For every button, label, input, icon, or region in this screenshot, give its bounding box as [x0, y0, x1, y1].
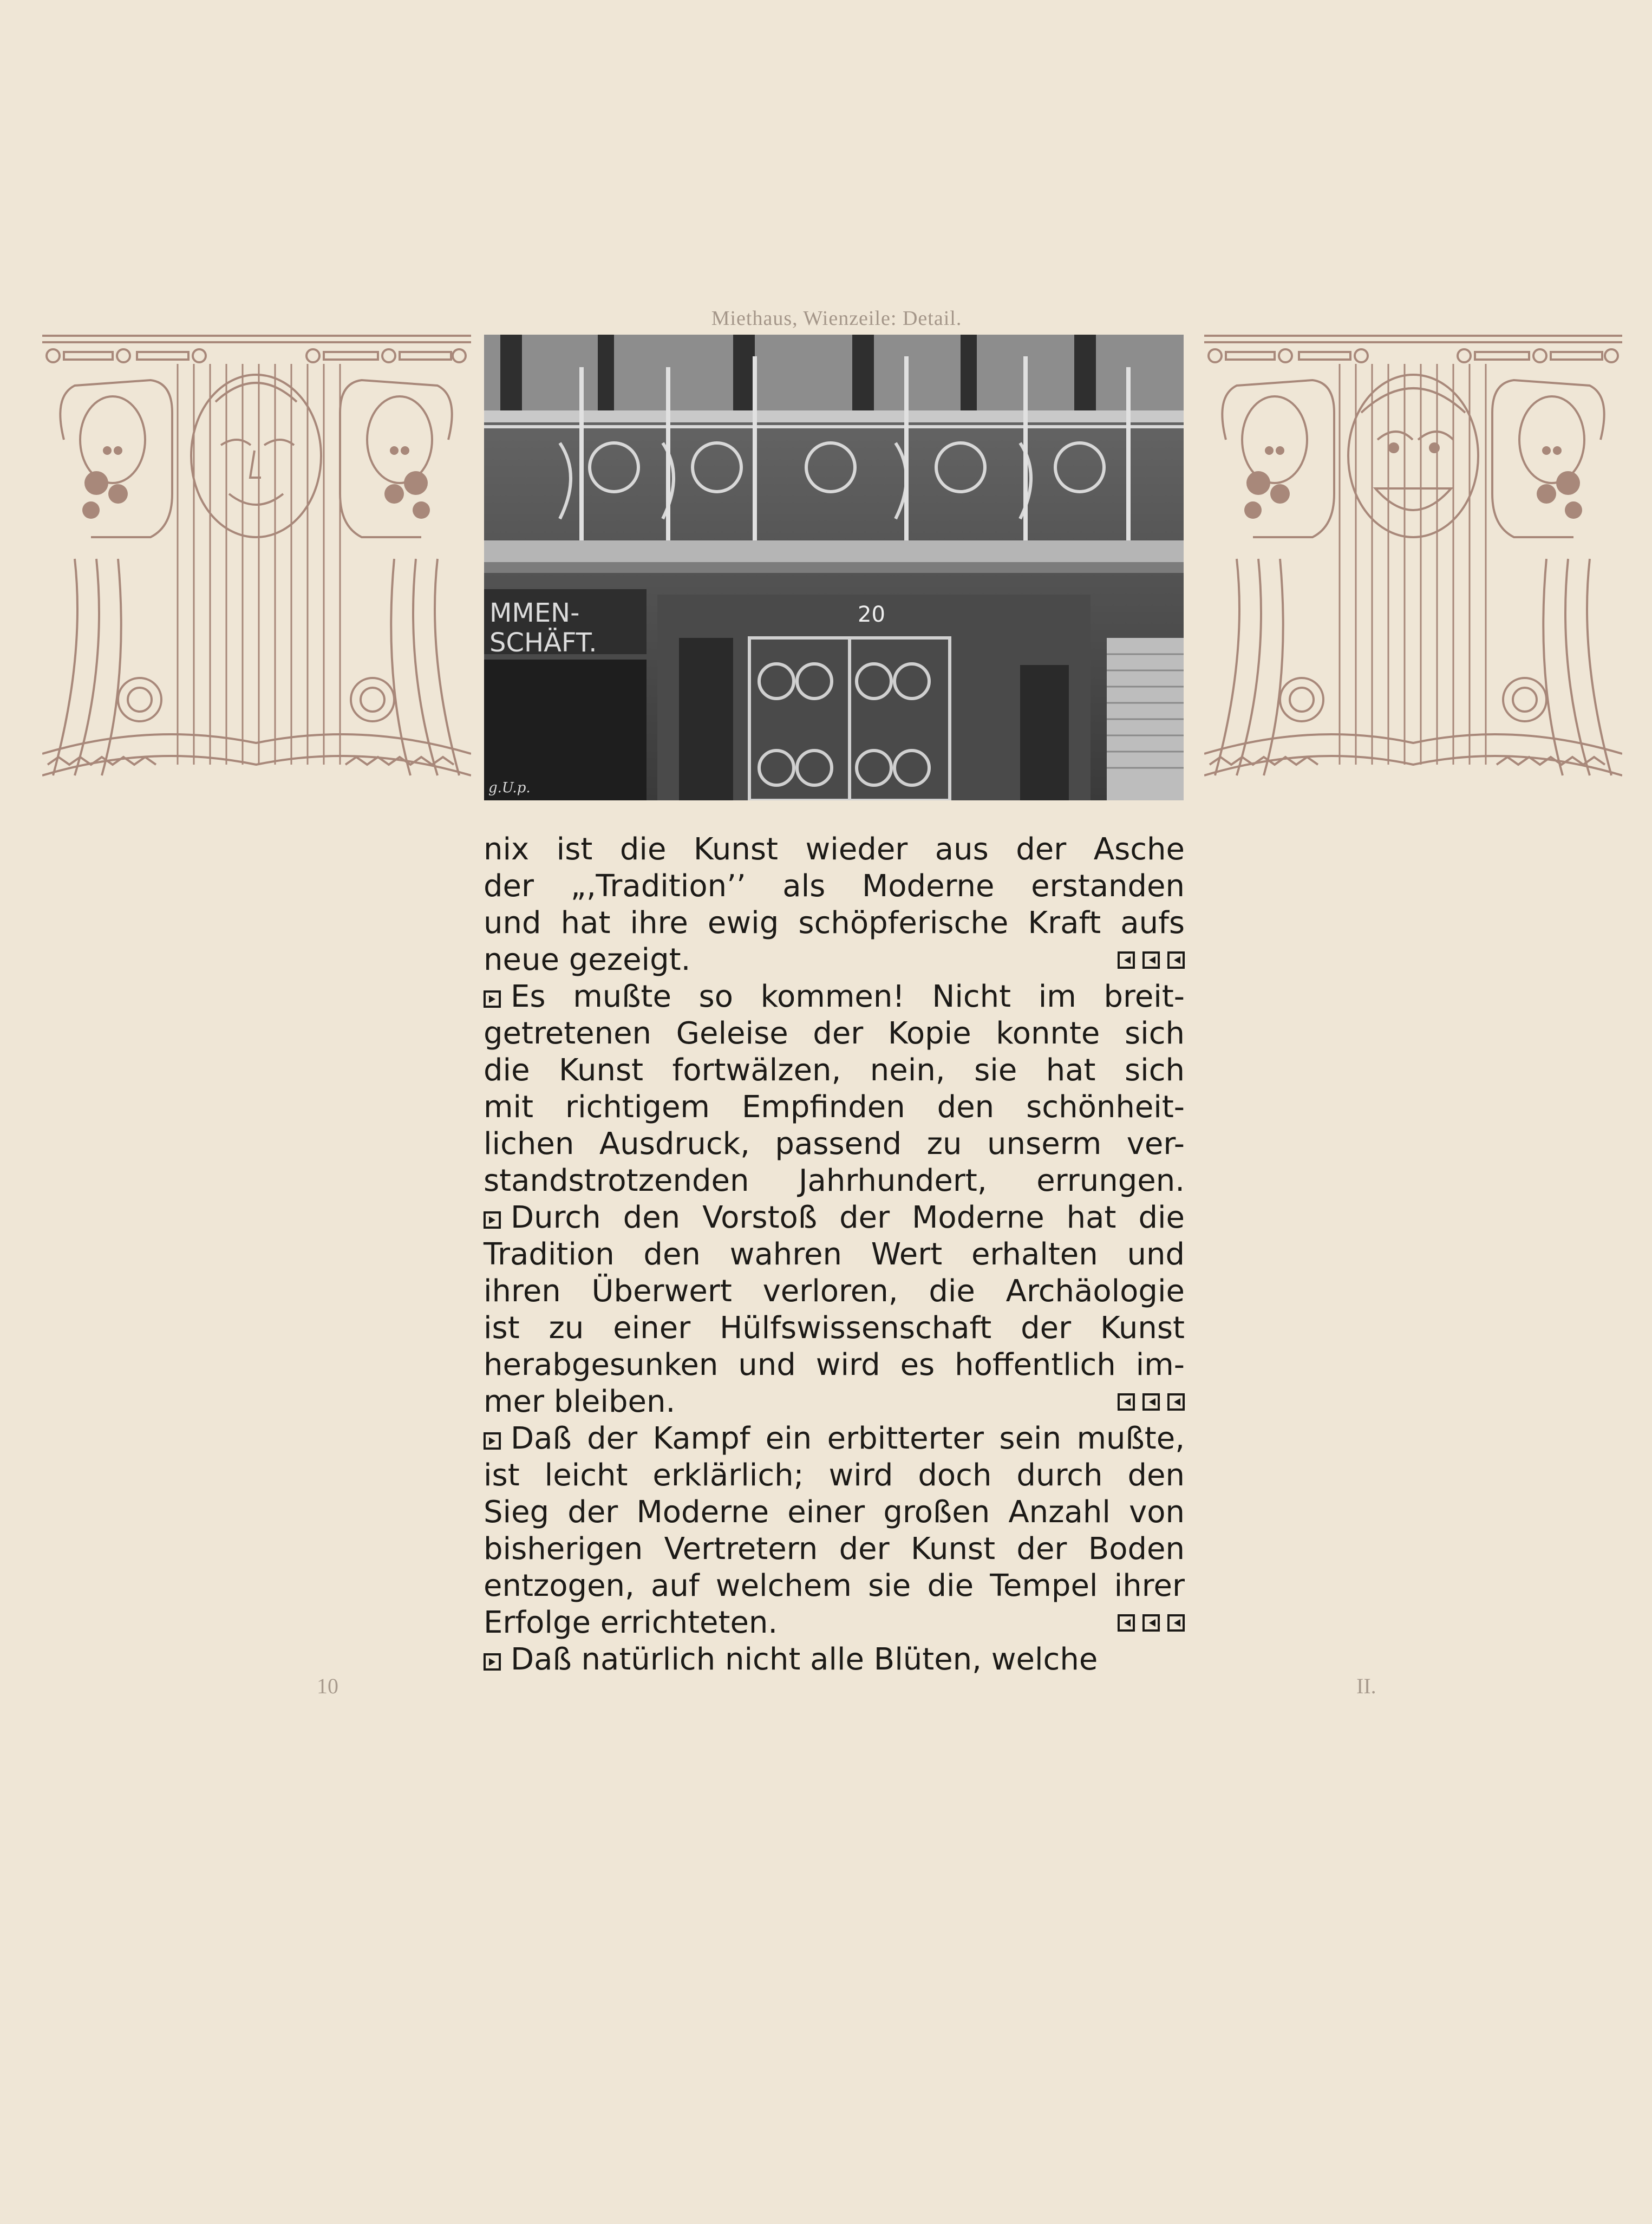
paragraph-end-mark-icon — [1167, 1614, 1185, 1632]
text-line-content: neue gezeigt. — [484, 942, 691, 977]
text-line — [484, 979, 1185, 1015]
text-line — [484, 942, 1185, 979]
paragraph-start-mark-icon — [484, 990, 501, 1008]
text-line — [484, 1420, 1185, 1457]
facade-photograph — [484, 335, 1184, 800]
paragraph-start-mark-icon — [484, 1653, 501, 1671]
right-ornament-panel — [1204, 331, 1622, 803]
paragraph-end-mark-icon — [1167, 951, 1185, 969]
text-line-content: ist leicht erklärlich; wird doch durch den — [484, 1458, 1185, 1493]
text-line — [484, 868, 1185, 905]
text-line — [484, 1089, 1185, 1126]
text-line-content: die Kunst fortwälzen, nein, sie hat sich — [484, 1053, 1185, 1088]
text-line-content: bisherigen Vertretern der Kunst der Boden — [484, 1531, 1185, 1567]
text-line-content: ist zu einer Hülfswissenschaft der Kunst — [484, 1310, 1185, 1346]
paragraph-end-mark-icon — [1167, 1393, 1185, 1411]
text-line — [484, 1310, 1185, 1347]
text-line-content: entzogen, auf welchem sie die Tempel ihrer — [484, 1568, 1185, 1603]
text-line — [484, 1568, 1185, 1605]
shop-sign-line2: SCHÄFT. — [489, 628, 597, 658]
left-ornament-illustration — [42, 331, 471, 803]
house-number: 20 — [858, 602, 885, 627]
shop-sign-line1: MMEN- — [489, 598, 580, 628]
text-line — [484, 1236, 1185, 1273]
page-number-right: II. — [1356, 1674, 1376, 1698]
paragraph-end-mark-icon — [1142, 1393, 1160, 1411]
text-line-content: Daß natürlich nicht alle Blüten, welche — [511, 1642, 1098, 1677]
text-line-content: Tradition den wahren Wert erhalten und — [484, 1237, 1185, 1272]
photo-caption: Miethaus, Wienzeile: Detail. — [711, 307, 962, 330]
left-ornament-panel — [42, 331, 471, 803]
paragraph-end-marks — [1118, 1605, 1185, 1641]
text-line — [484, 1347, 1185, 1384]
text-line-content: herabgesunken und wird es hoffentlich im- — [484, 1347, 1185, 1382]
text-line — [484, 905, 1185, 942]
paragraph-end-mark-icon — [1118, 951, 1135, 969]
line-text-wrapper — [484, 1384, 675, 1420]
paragraph-end-marks — [1118, 942, 1185, 979]
text-line — [484, 1199, 1185, 1236]
photographer-signature: g.U.p. — [488, 780, 531, 796]
text-line-content: Es mußte so kommen! Nicht im breit- — [511, 979, 1185, 1014]
text-line-content: getretenen Geleise der Kopie konnte sich — [484, 1016, 1185, 1051]
text-line — [484, 1015, 1185, 1052]
line-text-wrapper — [484, 942, 690, 979]
paragraph-start-mark-icon — [484, 1432, 501, 1450]
text-line-content: mer bleiben. — [484, 1384, 676, 1419]
text-line-content: und hat ihre ewig schöpferische Kraft aufs — [484, 905, 1185, 941]
paragraph-end-mark-icon — [1142, 951, 1160, 969]
page-number-left: 10 — [317, 1674, 338, 1698]
text-line — [484, 1494, 1185, 1531]
paragraph-start-mark-icon — [484, 1211, 501, 1229]
paragraph-end-mark-icon — [1118, 1393, 1135, 1411]
text-line-content: Sieg der Moderne einer großen Anzahl von — [484, 1495, 1185, 1530]
right-ornament-illustration — [1204, 331, 1622, 803]
text-line-content: ihren Überwert verloren, die Archäologie — [484, 1274, 1185, 1309]
text-line-content: Daß der Kampf ein erbitterter sein mußte, — [511, 1421, 1185, 1456]
text-line — [484, 1457, 1185, 1494]
text-line-content: der „‚Tradition’’ als Moderne erstanden — [484, 869, 1185, 904]
text-line — [484, 1163, 1185, 1199]
text-line — [484, 1126, 1185, 1163]
text-line — [484, 1384, 1185, 1420]
text-line — [484, 1531, 1185, 1568]
text-line — [484, 831, 1185, 868]
paragraph-end-mark-icon — [1118, 1614, 1135, 1632]
balcony-facade-illustration — [484, 335, 1184, 800]
text-line-content: mit richtigem Empfinden den schönheit- — [484, 1090, 1185, 1125]
text-line — [484, 1273, 1185, 1310]
line-text-wrapper — [484, 1605, 778, 1641]
text-line-content: standstrotzenden Jahrhundert, errungen. — [484, 1163, 1185, 1198]
text-line-content: lichen Ausdruck, passend zu unserm ver- — [484, 1126, 1185, 1162]
text-line — [484, 1605, 1185, 1641]
body-text-column — [484, 831, 1185, 1678]
text-line-content: nix ist die Kunst wieder aus der Asche — [484, 832, 1185, 867]
text-line-content: Durch den Vorstoß der Moderne hat die — [511, 1200, 1185, 1235]
text-line-content: Erfolge errichteten. — [484, 1605, 778, 1640]
text-line — [484, 1641, 1185, 1678]
text-line — [484, 1052, 1185, 1089]
paragraph-end-mark-icon — [1142, 1614, 1160, 1632]
paragraph-end-marks — [1118, 1384, 1185, 1420]
